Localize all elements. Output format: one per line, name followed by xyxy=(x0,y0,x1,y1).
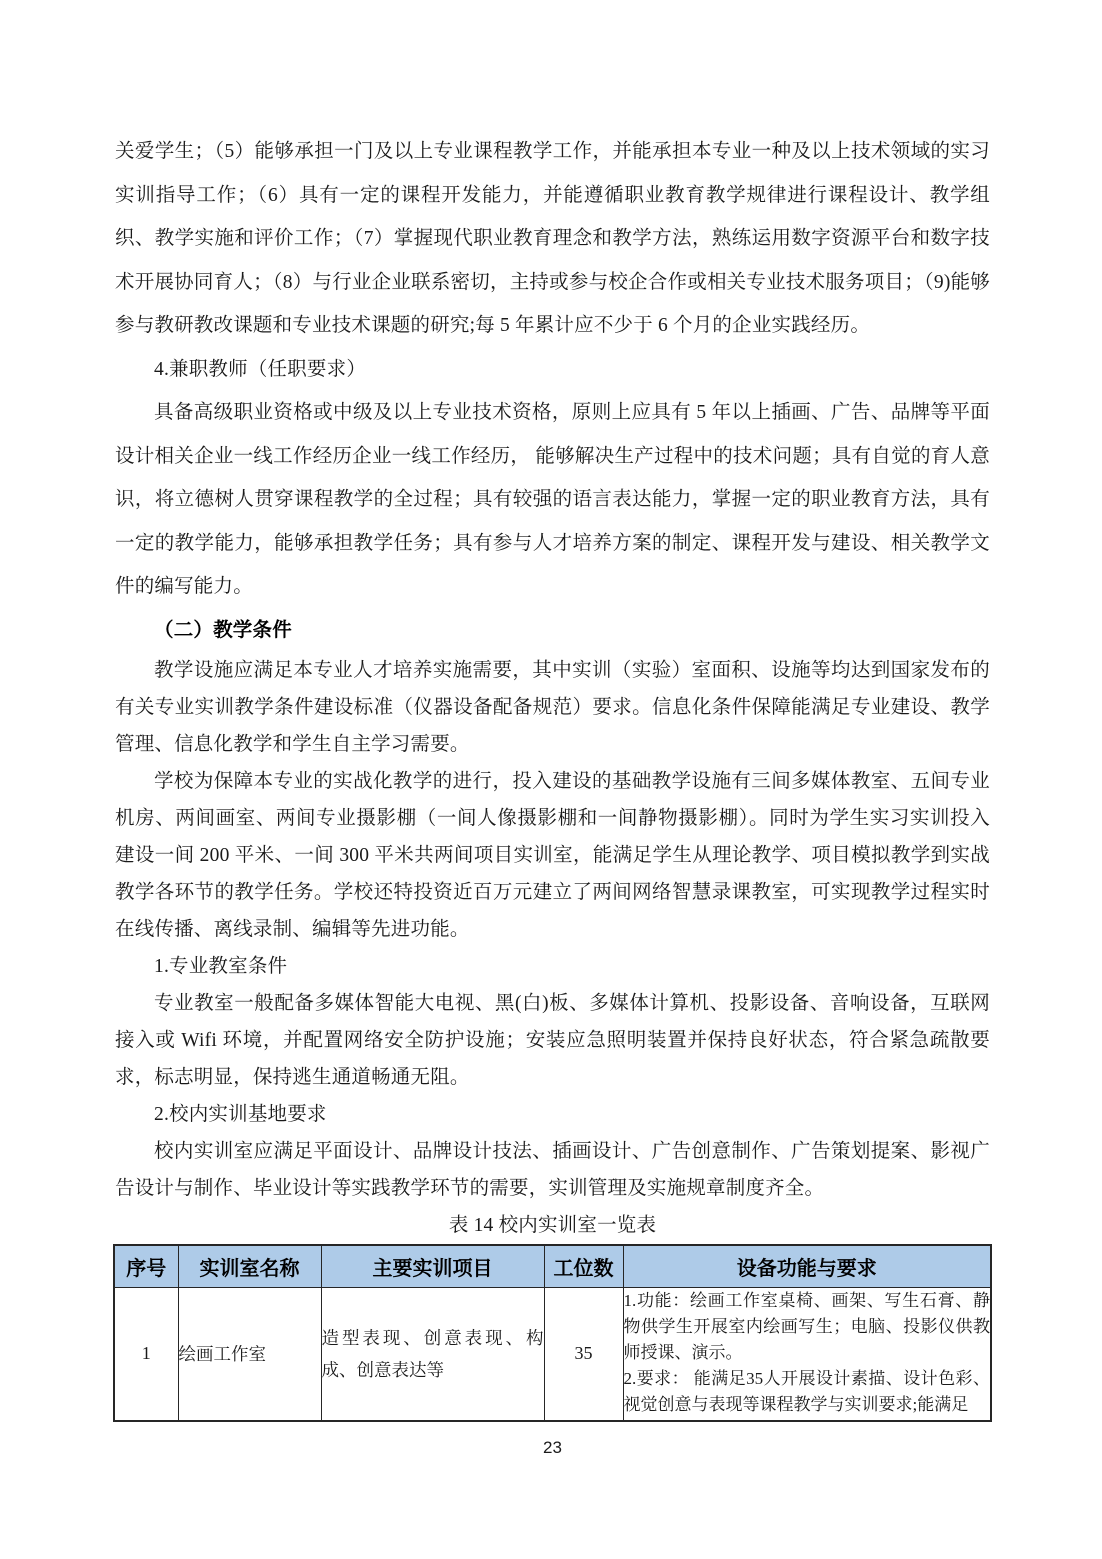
equipment-requirement-text: 2.要求： 能满足35人开展设计素描、设计色彩、视觉创意与表现等课程教学与实训要求;能满足 xyxy=(623,1368,990,1414)
cell-projects: 造型表现、创意表现、构成、创意表达等 xyxy=(321,1287,544,1421)
subheading-classroom-conditions: 1.专业教室条件 xyxy=(154,956,288,977)
training-room-table xyxy=(113,1244,992,1422)
paragraph-training-room-needs: 校内实训室应满足平面设计、品牌设计技法、插画设计、广告创意制作、广告策划提案、影视广告设计与制作、毕业设计等实践教学环节的需要，实训管理及实施规章制度齐全。 xyxy=(115,1141,990,1199)
paragraph-classroom-equipment: 专业教室一般配备多媒体智能大电视、黑(白)板、多媒体计算机、投影设备、音响设备，互联网接入或 Wifi 环境，并配置网络安全防护设施；安装应急照明装置并保持良好状态，符合紧急疏散要求，标志明显，保持逃生通道畅通无阻。 xyxy=(115,993,990,1088)
equipment-function-text: 1.功能：绘画工作室桌椅、画架、写生石膏、静物供学生开展室内绘画写生；电脑、投影仪供教师授课、演示。 xyxy=(623,1290,990,1362)
cell-room-name: 绘画工作室 xyxy=(178,1287,321,1421)
section-heading-teaching-conditions: （二）教学条件 xyxy=(154,619,292,641)
paragraph-school-investment: 学校为保障本专业的实战化教学的进行，投入建设的基础教学设施有三间多媒体教室、五间专业机房、两间画室、两间专业摄影棚（一间人像摄影棚和一间静物摄影棚）。同时为学生实习实训投入建设一间 200 平米、一间 300 平米共两间项目实训室，能满足学生从理论教学、项目模拟教学到实战教学各环节的教学任务。学校还特投资近百万元建立了两间网络智慧录课教室，可实现教学过程实时在线传播、离线录制、编辑等先进功能。 xyxy=(115,771,990,940)
page-number: 23 xyxy=(543,1437,562,1457)
paragraph-parttime-teacher-req: 具备高级职业资格或中级及以上专业技术资格，原则上应具有 5 年以上插画、广告、品牌等平面设计相关企业一线工作经历企业一线工作经历， 能够解决生产过程中的技术问题；具有自觉的育人意识，将立德树人贯穿课程教学的全过程；具有较强的语言表达能力，掌握一定的职业教育方法，具有一定的教学能力，能够承担教学任务；具有参与人才培养方案的制定、课程开发与建设、相关教学文件的编写能力。 xyxy=(115,402,990,597)
cell-index: 1 xyxy=(114,1287,178,1421)
header-cell-room-name: 实训室名称 xyxy=(178,1245,321,1287)
table-header-row xyxy=(114,1245,991,1287)
cell-equipment xyxy=(623,1287,991,1421)
header-cell-index: 序号 xyxy=(114,1245,178,1287)
paragraph-continued: 关爱学生；（5）能够承担一门及以上专业课程教学工作，并能承担本专业一种及以上技术领域的实习实训指导工作；（6）具有一定的课程开发能力，并能遵循职业教育教学规律进行课程设计、教学组织、教学实施和评价工作；（7）掌握现代职业教育理念和教学方法，熟练运用数字资源平台和数字技术开展协同育人；（8）与行业企业联系密切，主持或参与校企合作或相关专业技术服务项目；（9)能够参与教研教改课题和专业技术课题的研究;每 5 年累计应不少于 6 个月的企业实践经历。 xyxy=(115,141,990,336)
equipment-text-clip xyxy=(624,1288,991,1420)
cell-stations: 35 xyxy=(544,1287,623,1421)
header-cell-equipment: 设备功能与要求 xyxy=(623,1245,991,1287)
subheading-parttime-teacher: 4.兼职教师（任职要求） xyxy=(154,358,367,380)
table-caption: 表 14 校内实训室一览表 xyxy=(448,1215,657,1236)
paragraph-facilities: 教学设施应满足本专业人才培养实施需要，其中实训（实验）室面积、设施等均达到国家发布的有关专业实训教学条件建设标准（仪器设备配备规范）要求。信息化条件保障能满足专业建设、教学管理、信息化教学和学生自主学习需要。 xyxy=(115,660,990,755)
subheading-campus-training-base: 2.校内实训基地要求 xyxy=(154,1104,327,1125)
header-cell-stations: 工位数 xyxy=(544,1245,623,1287)
table-row xyxy=(114,1287,991,1421)
header-cell-projects: 主要实训项目 xyxy=(321,1245,544,1287)
